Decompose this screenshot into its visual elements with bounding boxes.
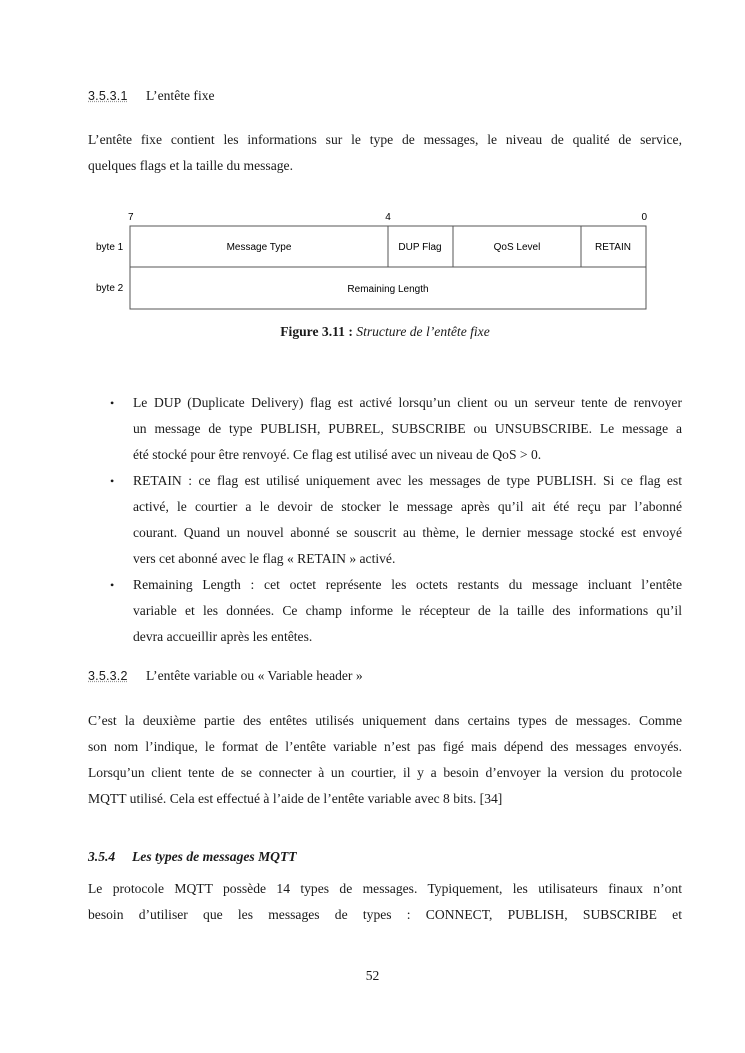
section-number: 3.5.3.2: [88, 669, 128, 683]
caption-label: Figure 3.11 :: [280, 324, 353, 339]
section-title: Les types de messages MQTT: [132, 849, 297, 864]
fixed-header-diagram: [92, 210, 652, 314]
section-number: 3.5.3.1: [88, 89, 128, 103]
section-title: L’entête variable ou « Variable header »: [146, 668, 363, 683]
bullet-icon: •: [110, 578, 115, 592]
cell-dup-flag: DUP Flag: [398, 242, 442, 253]
bit-label-4: 4: [385, 212, 391, 223]
bullet-line: devra accueillir après les entêtes.: [133, 629, 313, 644]
variable-paragraph-line: MQTT utilisé. Cela est effectué à l’aide de l’entête variable avec 8 bits. [34]: [88, 791, 503, 806]
section-title: L’entête fixe: [146, 88, 215, 103]
caption-text: Structure de l’entête fixe: [356, 324, 490, 339]
page-number: 52: [365, 968, 380, 983]
cell-message-type: Message Type: [226, 242, 292, 253]
section-heading-3531: [88, 88, 215, 104]
bullet-line: été stocké pour être renvoyé. Ce flag est utilisé avec un niveau de QoS > 0.: [133, 447, 542, 462]
bullet-line: Remaining Length : cet octet représente les octets restants du message incluant l’entête: [133, 577, 682, 592]
bit-label-0: 0: [641, 212, 647, 223]
cell-retain: RETAIN: [595, 242, 631, 253]
bullet-line: courant. Quand un nouvel abonné se souscrit au thème, le dernier message stocké est envoyé: [133, 525, 682, 540]
bullet-line: vers cet abonné avec le flag « RETAIN » activé.: [133, 551, 396, 566]
bullet-line: activé, le courtier a le devoir de stocker le message après qu’il ait été reçu par l’abonné: [133, 499, 682, 514]
bullet-line: Le DUP (Duplicate Delivery) flag est activé lorsqu’un client ou un serveur tente de renvoyer: [133, 395, 682, 410]
section-number: 3.5.4: [88, 849, 116, 864]
types-paragraph-line1: Le protocole MQTT possède 14 types de messages. Typiquement, les utilisateurs finaux n’ont: [88, 881, 682, 896]
bullet-line: un message de type PUBLISH, PUBREL, SUBSCRIBE ou UNSUBSCRIBE. Le message a: [133, 421, 682, 436]
row-label-byte1: byte 1: [96, 242, 124, 253]
cell-remaining-length: Remaining Length: [347, 284, 429, 295]
figure-caption: [88, 324, 682, 340]
variable-paragraph-line: Lorsqu’un client tente de se connecter à un courtier, il y a besoin d’envoyer la version du protocole: [88, 765, 682, 780]
list-item: [88, 468, 682, 572]
section-heading-354: [88, 849, 297, 865]
variable-paragraph-line: son nom l’indique, le format de l’entête variable n’est pas figé mais dépend des messages envoyés.: [88, 739, 682, 754]
bullet-line: variable et les données. Ce champ informe le récepteur de la taille des informations qu’il: [133, 603, 682, 618]
bullet-line: RETAIN : ce flag est utilisé uniquement avec les messages de type PUBLISH. Si ce flag est: [133, 473, 682, 488]
list-item: [88, 390, 682, 468]
bullet-icon: •: [110, 474, 115, 488]
variable-paragraph-line: C’est la deuxième partie des entêtes utilisés uniquement dans certains types de messages. Comme: [88, 713, 682, 728]
list-item: [88, 572, 682, 650]
bullet-icon: •: [110, 396, 115, 410]
types-paragraph-line2: besoin d’utiliser que les messages de types : CONNECT, PUBLISH, SUBSCRIBE et: [88, 907, 682, 922]
bit-label-7: 7: [128, 212, 134, 223]
cell-qos-level: QoS Level: [493, 242, 541, 253]
intro-paragraph-line1: L’entête fixe contient les informations sur le type de messages, le niveau de qualité de service,: [88, 132, 682, 147]
intro-paragraph-line2: quelques flags et la taille du message.: [88, 158, 293, 173]
section-heading-3532: [88, 668, 363, 684]
row-label-byte2: byte 2: [96, 283, 124, 294]
bullet-list: [88, 390, 682, 650]
